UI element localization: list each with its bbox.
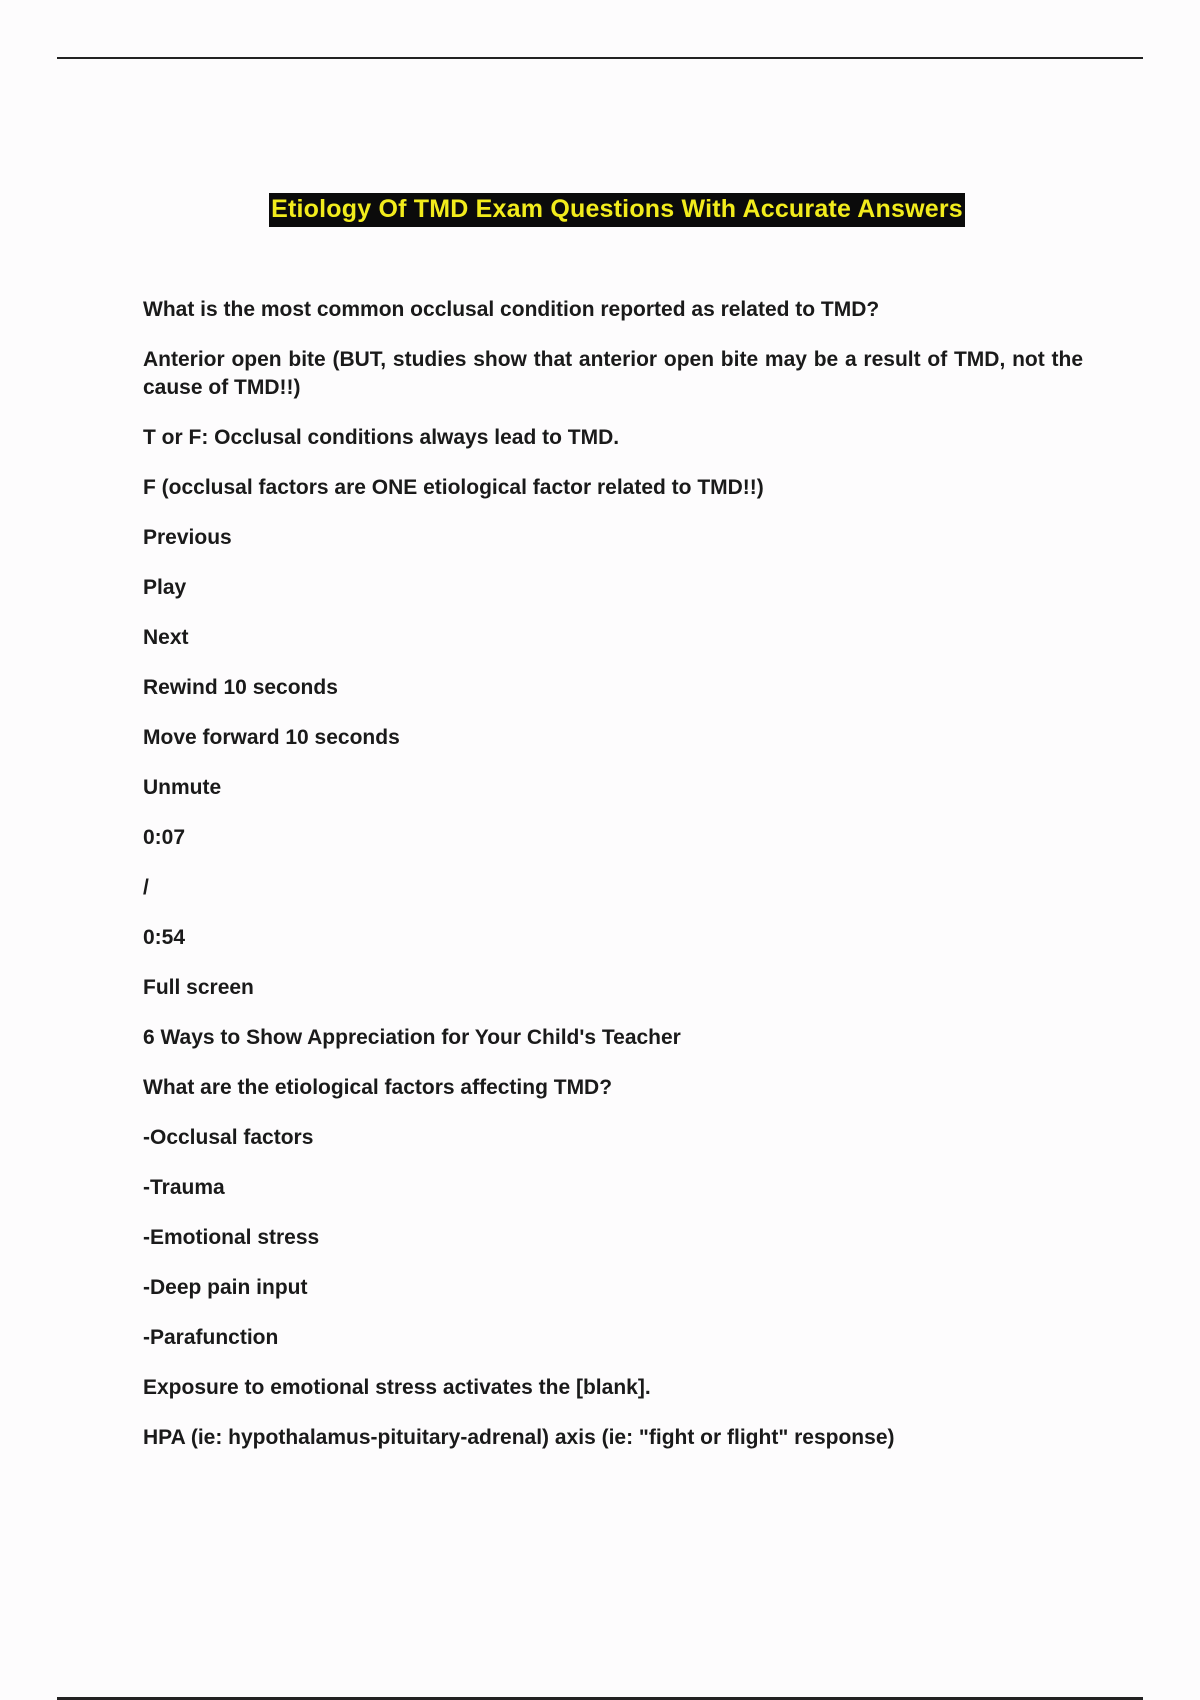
player-text-play: Play bbox=[143, 576, 187, 599]
player-text-separator: / bbox=[143, 876, 149, 899]
list-item: -Trauma bbox=[143, 1176, 225, 1199]
player-text-rewind: Rewind 10 seconds bbox=[143, 676, 338, 699]
question-1: What is the most common occlusal condition reported as related to TMD? bbox=[143, 298, 880, 321]
title-container bbox=[0, 193, 1200, 227]
question-2: T or F: Occlusal conditions always lead to TMD. bbox=[143, 426, 620, 449]
video-caption: 6 Ways to Show Appreciation for Your Child's Teacher bbox=[143, 1026, 681, 1049]
player-text-unmute: Unmute bbox=[143, 776, 222, 799]
player-text-previous: Previous bbox=[143, 526, 232, 549]
list-item: -Occlusal factors bbox=[143, 1126, 314, 1149]
player-text-next: Next bbox=[143, 626, 189, 649]
question-4: Exposure to emotional stress activates the [blank]. bbox=[143, 1376, 651, 1399]
answer-2: F (occlusal factors are ONE etiological factor related to TMD!!) bbox=[143, 476, 764, 499]
player-text-current-time: 0:07 bbox=[143, 826, 186, 849]
list-item: -Deep pain input bbox=[143, 1276, 308, 1299]
page-title: Etiology Of TMD Exam Questions With Accurate Answers bbox=[269, 193, 965, 227]
player-text-forward: Move forward 10 seconds bbox=[143, 726, 400, 749]
answer-1: Anterior open bite (BUT, studies show that anterior open bite may be a result of TMD, not the cause of TMD!!) bbox=[143, 348, 1083, 399]
list-item: -Emotional stress bbox=[143, 1226, 320, 1249]
document-body bbox=[143, 296, 1083, 1474]
player-text-fullscreen: Full screen bbox=[143, 976, 254, 999]
answer-4: HPA (ie: hypothalamus-pituitary-adrenal) axis (ie: "fight or flight" response) bbox=[143, 1426, 895, 1449]
list-item: -Parafunction bbox=[143, 1326, 279, 1349]
header-rule bbox=[57, 57, 1143, 59]
player-text-duration: 0:54 bbox=[143, 926, 186, 949]
question-3: What are the etiological factors affecting TMD? bbox=[143, 1076, 613, 1099]
